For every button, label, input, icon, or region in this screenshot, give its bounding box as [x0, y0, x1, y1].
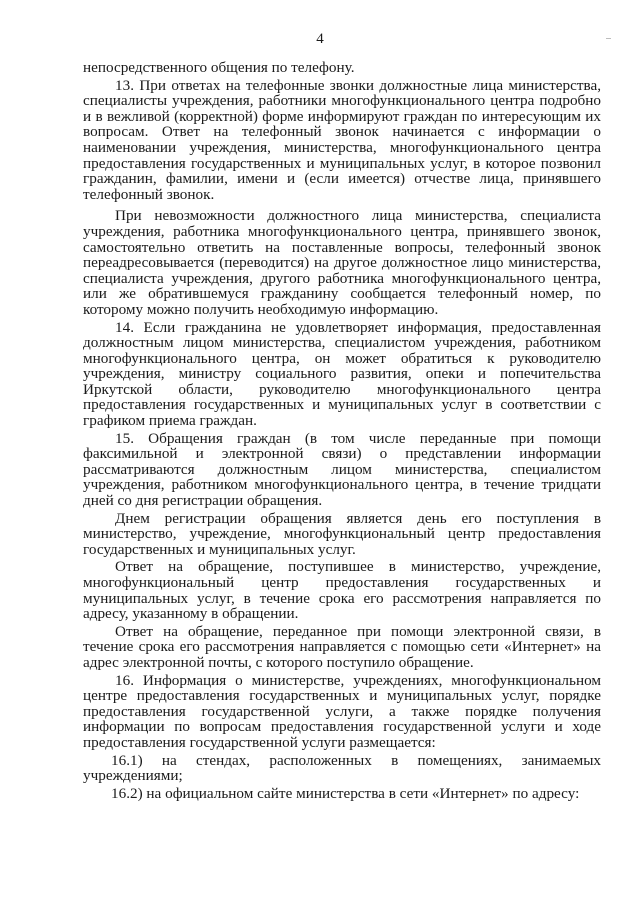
paragraph-16: 16. Информация о министерстве, учреждениях, многофункциональном центре предоставления государственных и муниципальных услуг, порядке предоставления государственной услуги, а также порядке получения информации по вопросам предоставления государственной услуги и ходе предоставления государственной услуги размещается: [83, 671, 601, 751]
paragraph-13-call-transfer: При невозможности должностного лица министерства, специалиста учреждения, работника многофункционального центра, принявшего звонок, самостоятельно ответить на поставленные вопросы, телефонный звонок переадресовывается (переводится) на другое должностное лицо министерства, специалиста учреждения, другого работника многофункционального центра, или же обратившемуся гражданину сообщается телефонный номер, по которому можно получить необходимую информацию. [83, 207, 601, 318]
scan-mark [606, 38, 611, 42]
paragraph-14: 14. Если гражданина не удовлетворяет информация, предоставленная должностным лицом министерства, специалистом учреждения, работником многофункционального центра, он может обратиться к руководителю учреждения, министру социального развития, опеки и попечительства Иркутской области, руководителю многофункционального центра предоставления государственных и муниципальных услуг в соответствии с графиком приема граждан. [83, 318, 601, 430]
paragraph-15-electronic-reply: Ответ на обращение, переданное при помощи электронной связи, в течение срока его рассмотрения направляется с помощью сети «Интернет» на адрес электронной почты, с которого поступило обращение. [83, 622, 601, 671]
list-item-16-2: 16.2) на официальном сайте министерства в сети «Интернет» по адресу: [111, 784, 580, 802]
paragraph-15: 15. Обращения граждан (в том числе переданные при помощи факсимильной и электронной связи) о представлении информации рассматриваются должностным лицом министерства, специалистом учреждения, работником многофункционального центра, в течение тридцати дней со дня регистрации обращения. [83, 429, 601, 510]
paragraph-13: 13. При ответах на телефонные звонки должностные лица министерства, специалисты учреждения, работники многофункционального центра подробно и в вежливой (корректной) форме информируют граждан по интересующим их вопросам. Ответ на телефонный звонок начинается с информации о наименовании учреждения, министерства, многофункционального центра предоставления государственных и муниципальных услуг, в которое позвонил гражданин, фамилии, имени и (если имеется) отчестве лица, принявшего телефонный звонок. [83, 76, 601, 203]
document-body [83, 60, 601, 803]
paragraph-15-postal-reply: Ответ на обращение, поступившее в министерство, учреждение, многофункциональный центр предоставления государственных и муниципальных услуг, в течение срока его рассмотрения направляется по адресу, указанному в обращении. [83, 558, 601, 623]
page-number: 4 [316, 31, 324, 47]
paragraph-continuation: непосредственного общения по телефону. [83, 59, 355, 76]
paragraph-15-registration-day: Днем регистрации обращения является день его поступления в министерство, учреждение, многофункциональный центр предоставления государственных и муниципальных услуг. [83, 509, 601, 558]
list-item-16-1: 16.1) на стендах, расположенных в помещениях, занимаемых учреждениями; [83, 751, 601, 785]
